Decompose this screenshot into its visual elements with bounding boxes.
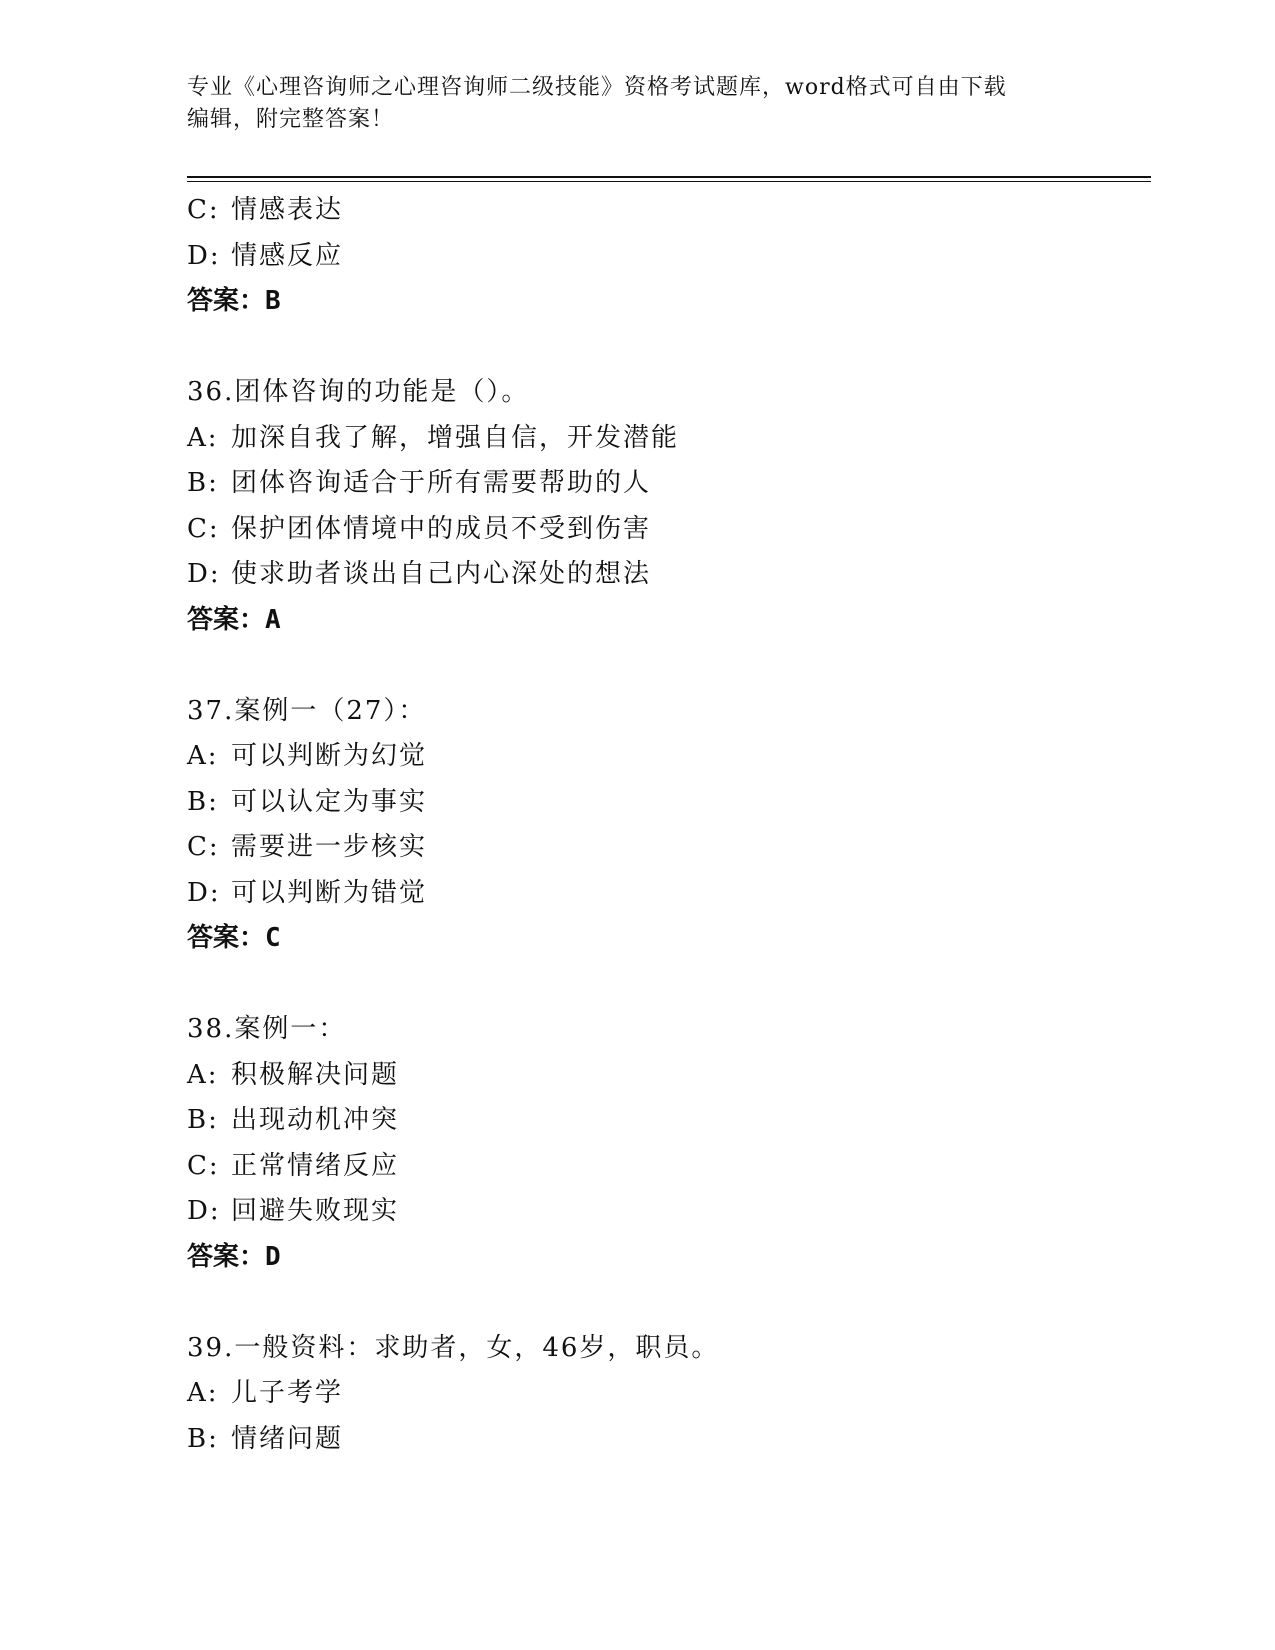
answer-line: 答案：D: [187, 1241, 281, 1272]
option-a: [187, 416, 1147, 462]
answer-line: 答案：C: [187, 923, 281, 953]
option-text: 情绪问题: [231, 1423, 344, 1454]
question-list: [187, 188, 1147, 1462]
question-37: [187, 689, 1147, 962]
option-b: [187, 780, 1147, 826]
option-c: [187, 1144, 1147, 1190]
spacer: [187, 325, 1147, 371]
option-c: [187, 188, 1147, 234]
option-text: 情感反应: [231, 240, 344, 271]
question-stem: 38.案例一：: [187, 1014, 347, 1044]
option-letter: C:: [187, 195, 220, 225]
option-d: [187, 234, 1147, 280]
option-text: 保护团体情境中的成员不受到伤害: [231, 513, 652, 544]
option-text: 需要进一步核实: [231, 832, 428, 862]
option-letter: C:: [187, 832, 220, 862]
document-header: [187, 72, 1067, 136]
option-letter: C:: [187, 513, 220, 544]
option-letter: A:: [187, 1378, 219, 1408]
option-letter: D:: [187, 559, 221, 589]
option-letter: A:: [187, 1059, 219, 1090]
question-35-continuation: [187, 188, 1147, 325]
option-text: 积极解决问题: [231, 1059, 400, 1090]
option-text: 可以判断为幻觉: [231, 741, 428, 771]
option-c: [187, 825, 1147, 871]
option-text: 使求助者谈出自己内心深处的想法: [231, 559, 652, 589]
option-letter: C:: [187, 1150, 220, 1181]
answer-line: 答案：A: [187, 604, 281, 635]
question-36: [187, 370, 1147, 643]
option-d: [187, 552, 1147, 598]
header-divider-thick: [187, 176, 1151, 178]
question-39: [187, 1326, 1147, 1463]
option-letter: B:: [187, 1105, 219, 1135]
option-c: [187, 507, 1147, 553]
option-b: [187, 461, 1147, 507]
option-text: 可以判断为错觉: [231, 877, 428, 908]
spacer: [187, 962, 1147, 1008]
option-letter: A:: [187, 422, 219, 453]
option-letter: D:: [187, 877, 221, 908]
option-text: 回避失败现实: [231, 1196, 400, 1226]
option-letter: B:: [187, 1423, 219, 1454]
option-a: [187, 734, 1147, 780]
answer-line: 答案：B: [187, 286, 281, 316]
option-text: 可以认定为事实: [231, 786, 428, 817]
option-letter: D:: [187, 1196, 221, 1226]
option-text: 团体咨询适合于所有需要帮助的人: [231, 468, 652, 498]
option-text: 情感表达: [231, 195, 344, 225]
question-stem: 39.一般资料：求助者，女，46岁，职员。: [187, 1332, 720, 1363]
spacer: [187, 643, 1147, 689]
option-text: 加深自我了解，增强自信，开发潜能: [231, 422, 680, 453]
question-38: [187, 1007, 1147, 1280]
option-letter: D:: [187, 240, 221, 271]
header-divider-thin: [187, 181, 1151, 182]
option-text: 出现动机冲突: [231, 1105, 400, 1135]
option-letter: A:: [187, 741, 219, 771]
spacer: [187, 1280, 1147, 1326]
header-line-2: 编辑，附完整答案！: [187, 107, 395, 132]
question-stem: 36.团体咨询的功能是（）。: [187, 377, 530, 407]
option-text: 儿子考学: [231, 1378, 344, 1408]
option-a: [187, 1371, 1147, 1417]
question-stem: 37.案例一（27）：: [187, 695, 427, 726]
option-letter: B:: [187, 468, 219, 498]
option-text: 正常情绪反应: [231, 1150, 400, 1181]
option-b: [187, 1417, 1147, 1463]
option-b: [187, 1098, 1147, 1144]
option-letter: B:: [187, 786, 219, 817]
option-a: [187, 1053, 1147, 1099]
option-d: [187, 1189, 1147, 1235]
option-d: [187, 871, 1147, 917]
header-line-1: 专业《心理咨询师之心理咨询师二级技能》资格考试题库，word格式可自由下载: [187, 75, 1007, 100]
